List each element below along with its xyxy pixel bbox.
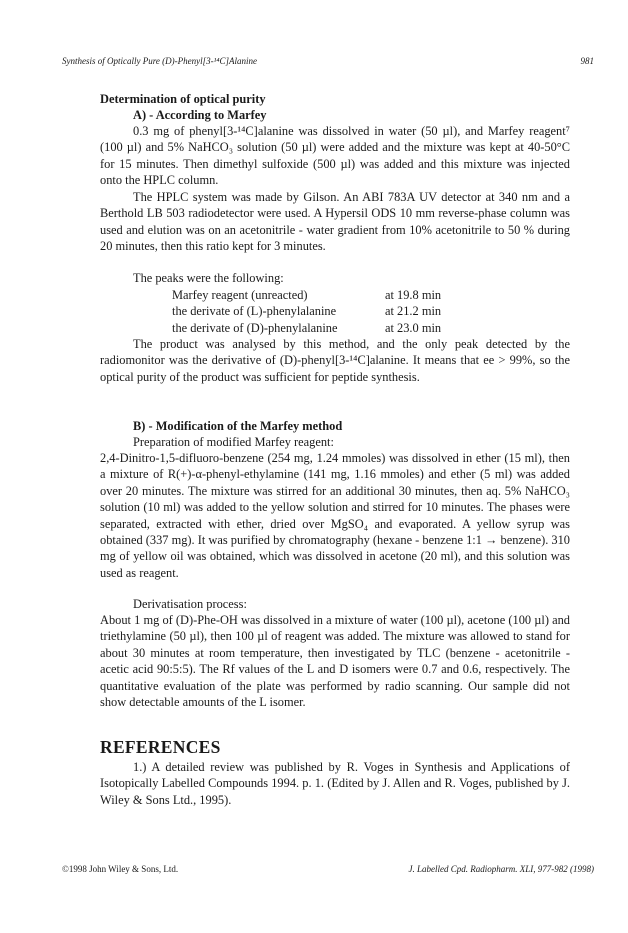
peak-row [172, 320, 441, 336]
peak-time: at 21.2 min [385, 304, 442, 319]
journal-citation: J. Labelled Cpd. Radiopharm. XLI, 977-982 (1998) [408, 864, 594, 874]
page-number: 981 [580, 56, 594, 66]
peak-time: at 19.8 min [385, 288, 442, 302]
paragraph-result: The product was analysed by this method, and the only peak detected by the radiomonitor was the derivative of (D)-phenyl[3-¹⁴C]alanine. It means that ee > 99%, so the optical purity of the product was sufficient for peptide synthesis. [100, 337, 570, 384]
running-title: Synthesis of Optically Pure (D)-Phenyl[3-¹⁴C]Alanine [62, 56, 257, 66]
peak-name: Marfey reagent (unreacted) [172, 288, 308, 302]
peaks-intro: The peaks were the following: [133, 271, 284, 285]
subheading-marfey: A) - According to Marfey [133, 108, 267, 122]
peak-row [172, 287, 441, 303]
copyright-notice: ©1998 John Wiley & Sons, Ltd. [62, 864, 179, 874]
prep-heading: Preparation of modified Marfey reagent: [133, 435, 334, 449]
paragraph-hplc-system: The HPLC system was made by Gilson. An ABI 783A UV detector at 340 nm and a Berthold LB 503 radiodetector were used. A Hypersil ODS 10 mm reverse-phase column was used and elution was on an acetonitrile - water gradient from 10% acetonitrile to 50 % during 20 minutes, then this ratio kept for 3 minutes. [100, 190, 570, 254]
peak-time: at 23.0 min [385, 320, 442, 335]
references-heading: REFERENCES [100, 737, 221, 757]
section-heading-optical-purity: Determination of optical purity [100, 92, 266, 106]
subheading-modified-marfey: B) - Modification of the Marfey method [133, 419, 343, 433]
paragraph-marfey-procedure: 0.3 mg of phenyl[3-¹⁴C]alanine was dissolved in water (50 µl), and Marfey reagent⁷ (100 µl) and 5% NaHCO₃ solution (50 µl) were added and the mixture was kept at 40-50°C for 15 minutes. Then dimethyl sulfoxide (500 µl) was added and this mixture was injected onto the HPLC column. [100, 124, 570, 188]
derivatisation-heading: Derivatisation process: [133, 597, 247, 611]
peak-name: the derivate of (D)-phenylalanine [172, 320, 338, 335]
peak-name: the derivate of (L)-phenylalanine [172, 304, 337, 319]
peaks-table [172, 287, 441, 336]
peak-row [172, 303, 441, 319]
paragraph-derivatisation: About 1 mg of (D)-Phe-OH was dissolved in a mixture of water (100 µl), acetone (100 µl) and triethylamine (50 µl), then 100 µl of reagent was added. The mixture was allowed to stand for about 30 minutes at room temperature, then investigated by TLC (benzene - acetonitrile - acetic acid 90:5:5). The Rf values of the L and D isomers were 0.7 and 0.6, respectively. The quantitative evaluation of the plate was performed by radio scanning. Our sample did not show detectable amounts of the L isomer. [100, 613, 570, 710]
reference-item: 1.) A detailed review was published by R. Voges in Synthesis and Applications of Isotopically Labelled Compounds 1994. p. 1. (Edited by J. Allen and R. Voges, published by J. Wiley & Sons Ltd., 1995). [100, 760, 570, 807]
paragraph-reagent-preparation: 2,4-Dinitro-1,5-difluoro-benzene (254 mg, 1.24 mmoles) was dissolved in ether (15 ml), then a mixture of R(+)-α-phenyl-ethylamine (141 mg, 1.16 mmoles) and ether (5 ml) was added over 20 minutes. The mixture was stirred for an additional 30 minutes, then aq. 5% NaHCO₃ solution (10 ml) was added to the yellow solution and stirred for 10 minutes. The phases were separated, extracted with ether, dried over MgSO₄ and evaporated. A yellow syrup was obtained (337 mg). It was purified by chromatography (hexane - benzene 1:1 → benzene). 310 mg of yellow oil was obtained, which was dissolved in acetone (20 ml), and this solution was used as reagent. [100, 451, 570, 580]
